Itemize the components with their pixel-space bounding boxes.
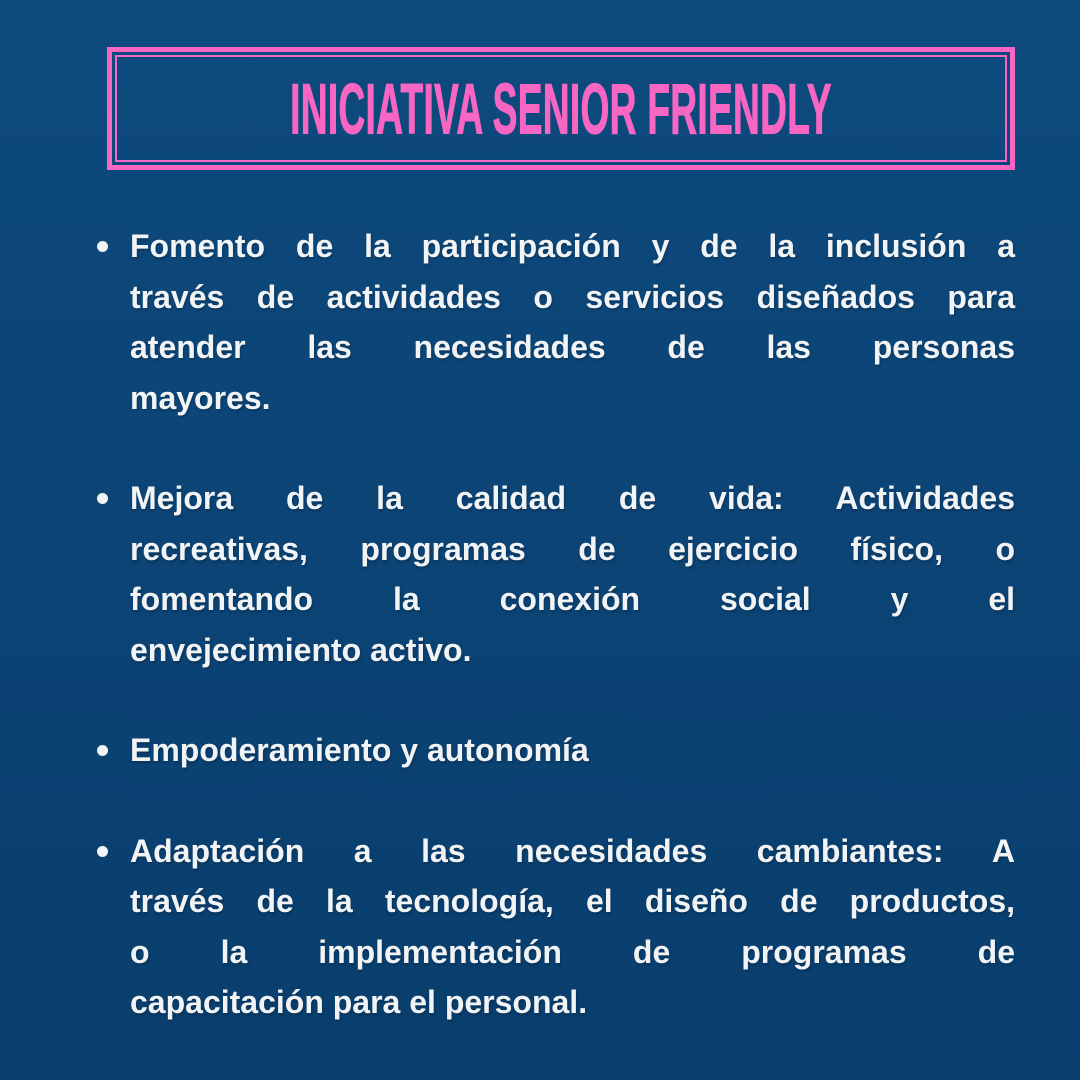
bullet-line: Adaptación a las necesidades cambiantes: A [130, 832, 1015, 869]
bullet-line: atender las necesidades de las personas [130, 329, 1015, 365]
bullet-dot-icon [97, 493, 108, 504]
bullet-line: través de la tecnología, el diseño de productos, [130, 883, 1015, 919]
page-title [94, 68, 1028, 149]
bullet-list [95, 221, 1015, 1028]
title-inner-border [115, 55, 1007, 162]
bullet-line: recreativas, programas de ejercicio físico, o [130, 530, 1015, 567]
bullet-item-adaptacion [95, 826, 1015, 1028]
bullet-line: o la implementación de programas de [130, 933, 1015, 970]
bullet-line: fomentando la conexión social y el [130, 581, 1015, 617]
page-title-text: INICIATIVA SENIOR FRIENDLY [290, 68, 832, 149]
bullet-item-empoderamiento [95, 725, 1015, 776]
bullet-item-participacion [95, 221, 1015, 423]
title-box [107, 47, 1015, 170]
bullet-line: mayores. [130, 379, 271, 416]
bullet-dot-icon [97, 846, 108, 857]
bullet-line: Fomento de la participación y de la inclusión a [130, 228, 1015, 264]
bullet-line: capacitación para el personal. [130, 984, 588, 1020]
bullet-dot-icon [97, 241, 108, 252]
bullet-line: través de actividades o servicios diseñados para [130, 278, 1015, 315]
bullet-dot-icon [97, 745, 108, 756]
bullet-line: Mejora de la calidad de vida: Actividades [130, 480, 1015, 516]
bullet-line: Empoderamiento y autonomía [130, 732, 589, 768]
bullet-line: envejecimiento activo. [130, 631, 472, 668]
bullet-item-calidad-de-vida [95, 473, 1015, 675]
